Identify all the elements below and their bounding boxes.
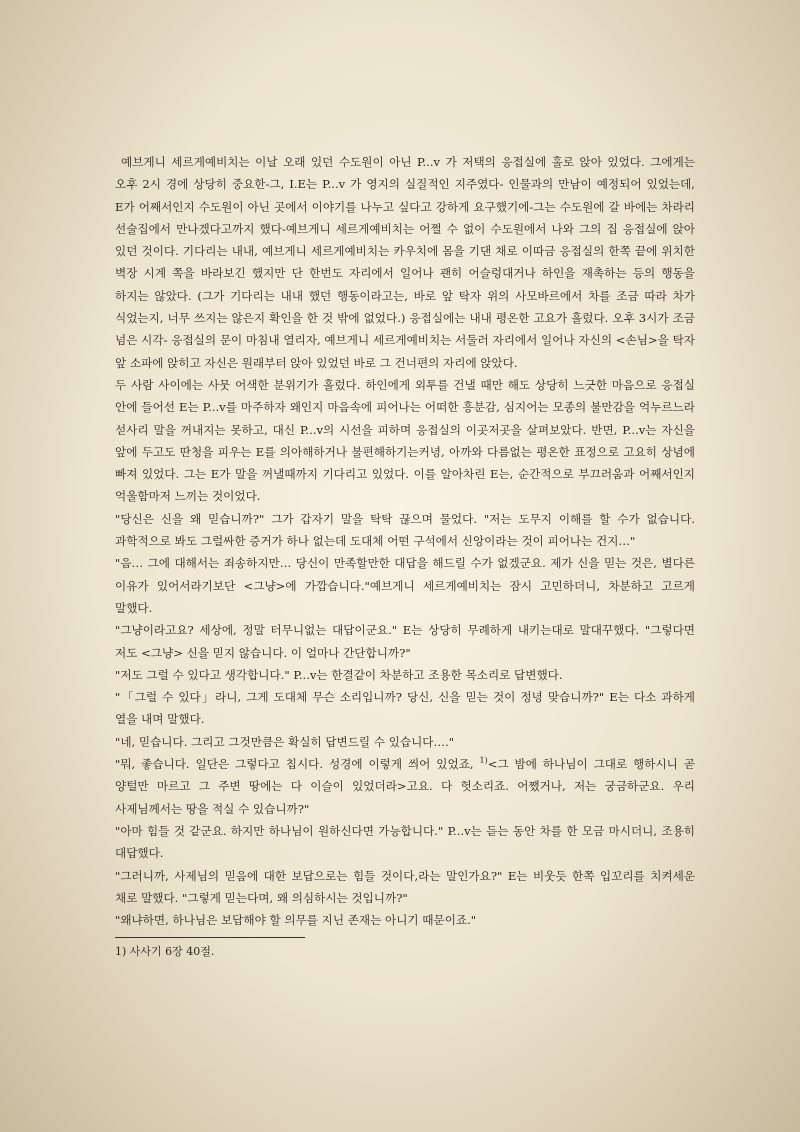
paragraph: "그냥이라고요? 세상에, 정말 터무니없는 대답이군요." E는 상당히 무례하게 내키는대로 말대꾸했다. "그렇다면 저도 <그냥> 신을 믿지 않습니다. 이 얼마나 간단합니까?" xyxy=(115,623,695,660)
paragraph-with-footnote: "뭐, 좋습니다. 일단은 그렇다고 칩시다. 성경에 이렇게 씌어 있었죠, $^{1)}$<그 밤에 하나님이 그대로 행하시니 곧 양털만 마르고 그 주변 땅에는 다 이슬이 있었더라>고요. 다 헛소리죠. 어쨌거나, 저는 궁금하군요. 우리 사제님께서는 땅을 적실 수 있습니까?" xyxy=(115,756,695,816)
paragraph: "왜냐하면, 하나님은 보답해야 할 의무를 지닌 존재는 아니기 때문이죠." xyxy=(115,913,477,928)
paragraph: 두 사람 사이에는 사뭇 어색한 분위기가 흘렀다. 하인에게 외투를 건낼 때만 해도 상당히 느긋한 마음으로 응접실 안에 들어선 E는 P...v를 마주하자 왜인지 마음속에 피어나는 어떠한 흥분감, 심지어는 모종의 불만감을 억누르느라 섣사리 말을 꺼내지는 못하고, 대신 P...v의 시선을 피하며 응접실의 이곳저곳을 살펴보았다. 반면, P...v는 자신을 앞에 두고도 딴청을 피우는 E를 의아해하거나 불편해하기는커녕, 아까와 다름없는 평온한 표정으로 고요히 상념에 빠져 있었다. 그는 E가 말을 꺼낼때까지 기다리고 있었다. 이를 알아차린 E는, 순간적으로 부끄러움과 어째서인지 억울함마저 느끼는 것이었다. xyxy=(115,377,695,504)
page-body xyxy=(115,151,695,960)
footnote-marker: 1) xyxy=(479,756,488,766)
footnote-divider xyxy=(115,937,305,938)
paragraph: "아마 힘들 것 같군요. 하지만 하나님이 원하신다면 가능합니다." P...v는 듣는 동안 차를 한 모금 마시더니, 조용히 대답했다. xyxy=(115,823,695,861)
paragraph: "그러니까, 사제님의 믿음에 대한 보답으로는 힘들 것이다,라는 말인가요?" E는 비웃듯 한쪽 입꼬리를 치켜세운 채로 말했다. "그렇게 믿는다며, 왜 의심하시는 것입니까?" xyxy=(115,868,695,905)
paragraph: "당신은 신을 왜 믿습니까?" 그가 갑자기 말을 탁탁 끊으며 물었다. "저는 도무지 이해를 할 수가 없습니다. 과학적으로 봐도 그럴싸한 증거가 하나 없는데 도대체 어떤 구석에서 신앙이라는 것이 피어나는 건지…" xyxy=(115,511,695,549)
footnote: 1) 사사기 6장 40절. xyxy=(115,945,215,959)
paragraph: "음… 그에 대해서는 죄송하지만… 당신이 만족할만한 대답을 해드릴 수가 없겠군요. 제가 신을 믿는 것은, 별다른 이유가 있어서라기보단 <그냥>에 가깝습니다."예브게니 세르게예비치는 잠시 고민하더니, 차분하고 고르게 말했다. xyxy=(115,556,695,615)
paragraph: 예브게니 세르게예비치는 이날 오래 있던 수도원이 아닌 P...v 가 저택의 응접실에 홀로 앉아 있었다. 그에게는 오후 2시 경에 상당히 중요한-그, I.E는 P...v 가 영지의 실질적인 지주였다- 인물과의 만남이 예정되어 있었는데, E가 어째서인지 수도원이 아닌 곳에서 이야기를 나누고 싶다고 강하게 요구했기에-그는 수도원에 갈 바에는 차라리 선술집에서 만나겠다고까지 했다-예브게니 세르게예비치는 어쩔 수 없이 수도원에서 나와 그의 집 응접실에 앉아 있던 것이다. 기다리는 내내, 예브게니 세르게예비치는 카우치에 몸을 기댄 채로 이따금 응접실의 한쪽 끝에 위치한 벽장 시계 쪽을 바라보긴 했지만 단 한번도 자리에서 일어나 괜히 어슬렁대거나 하인을 재촉하는 등의 행동을 하지는 않았다. (그가 기다리는 내내 했던 행동이라고는, 바로 앞 탁자 위의 사모바르에서 차를 조금 따라 차가 식었는지, 너무 쓰지는 않은지 확인을 한 것 밖에 없었다.) 응접실에는 내내 평온한 고요가 흘렀다. 오후 3시가 조금 넘은 시각- 응접실의 문이 마침내 열리자, 예브게니 세르게예비치는 서둘러 자리에서 일어나 자신의 <손님>을 탁자 앞 소파에 앉히고 자신은 원래부터 앉아 있었던 바로 그 건너편의 자리에 앉았다. xyxy=(115,155,695,370)
paragraph: "저도 그럴 수 있다고 생각합니다." P...v는 한결같이 차분하고 조용한 목소리로 답변했다. xyxy=(115,667,563,682)
paragraph: "네, 믿습니다. 그리고 그것만큼은 확실히 답변드릴 수 있습니다…." xyxy=(115,734,455,749)
paragraph: "「그럴 수 있다」라니, 그게 도대체 무슨 소리입니까? 당신, 신을 믿는 것이 정녕 맞습니까?" E는 다소 과하게 열을 내며 말했다. xyxy=(115,690,695,727)
